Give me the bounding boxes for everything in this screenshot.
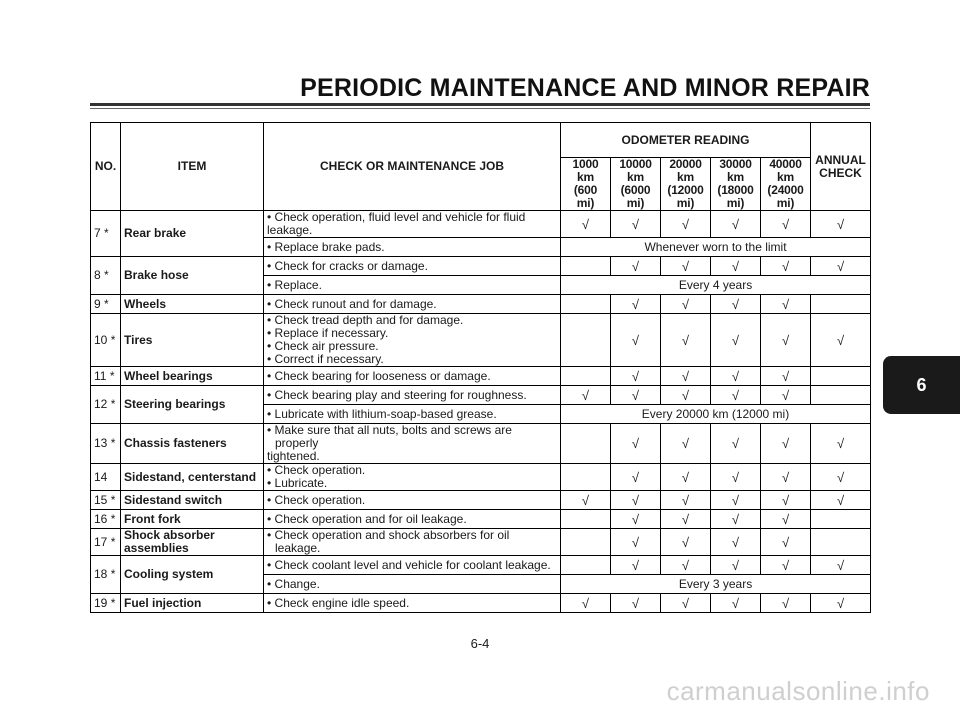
job-line: • Check bearing for looseness or damage.: [267, 368, 491, 383]
check-mark: √: [611, 491, 661, 510]
job-line: • Lubricate.: [267, 476, 328, 490]
check-mark: √: [661, 367, 711, 386]
check-mark: √: [611, 594, 661, 613]
row-number-value: 17: [94, 534, 108, 549]
row-number-value: 16: [94, 511, 108, 526]
row-item: Chassis fasteners: [121, 424, 264, 464]
job-line: leakage.: [267, 223, 313, 237]
check-mark: √: [761, 386, 811, 405]
check-mark: √: [611, 386, 661, 405]
empty-cell: [811, 510, 871, 529]
check-mark: √: [711, 367, 761, 386]
header-job: CHECK OR MAINTENANCE JOB: [264, 123, 561, 211]
header-interval: [711, 158, 761, 211]
row-number-value: 9: [94, 296, 101, 311]
job-line: • Check engine idle speed.: [267, 595, 410, 610]
row-job: [264, 276, 561, 295]
empty-cell: [811, 367, 871, 386]
table-row: [91, 424, 871, 464]
table-row: [91, 510, 871, 529]
job-line: tightened.: [267, 449, 320, 463]
row-item: Wheel bearings: [121, 367, 264, 386]
row-number-value: 15: [94, 492, 108, 507]
check-mark: √: [811, 211, 871, 238]
row-star: *: [110, 534, 116, 549]
page-title: PERIODIC MAINTENANCE AND MINOR REPAIR: [300, 74, 870, 102]
row-number-value: 8: [94, 268, 101, 282]
table-row: [91, 295, 871, 314]
interval-mi: (24000 mi): [767, 183, 804, 210]
header-interval: [561, 158, 611, 211]
job-line: • Check operation.: [267, 492, 366, 507]
row-number-value: 18: [94, 567, 108, 581]
row-number: [91, 211, 121, 257]
job-line: • Replace.: [267, 277, 322, 292]
check-mark: √: [661, 594, 711, 613]
check-mark: √: [761, 529, 811, 556]
row-number: [91, 257, 121, 295]
chapter-tab[interactable]: [883, 356, 960, 414]
table-row: [91, 314, 871, 367]
check-mark: √: [611, 464, 661, 491]
row-item: Shock absorber assemblies: [121, 529, 264, 556]
interval-km: 30000 km: [719, 157, 752, 184]
check-mark: √: [811, 491, 871, 510]
check-mark: √: [711, 211, 761, 238]
interval-note: Every 20000 km (12000 mi): [561, 405, 871, 424]
row-number: [91, 510, 121, 529]
check-mark: √: [761, 295, 811, 314]
row-number: [91, 556, 121, 594]
row-star: *: [110, 436, 116, 450]
empty-cell: [811, 386, 871, 405]
check-mark: √: [811, 314, 871, 367]
header-interval: [761, 158, 811, 211]
row-number: [91, 594, 121, 613]
row-job: [264, 211, 561, 238]
header-interval: [611, 158, 661, 211]
check-mark: √: [711, 464, 761, 491]
row-job: [264, 314, 561, 367]
interval-note: Every 3 years: [561, 575, 871, 594]
check-mark: √: [711, 386, 761, 405]
row-job: [264, 386, 561, 405]
check-mark: √: [761, 257, 811, 276]
header-item: ITEM: [121, 123, 264, 211]
interval-mi: (12000 mi): [667, 183, 704, 210]
table-row: [91, 211, 871, 238]
row-number-value: 10: [94, 332, 108, 347]
row-number-value: 7: [94, 226, 101, 240]
row-star: *: [104, 226, 109, 240]
check-mark: √: [611, 314, 661, 367]
page-number: 6-4: [470, 636, 490, 651]
row-number: [91, 424, 121, 464]
row-star: *: [104, 296, 109, 311]
row-item: Front fork: [121, 510, 264, 529]
empty-cell: [561, 529, 611, 556]
empty-cell: [811, 529, 871, 556]
table-row: [91, 556, 871, 575]
check-mark: √: [711, 295, 761, 314]
interval-note: Every 4 years: [561, 276, 871, 295]
row-job: [264, 464, 561, 491]
row-star: *: [104, 268, 109, 282]
check-mark: √: [761, 464, 811, 491]
empty-cell: [561, 367, 611, 386]
check-mark: √: [611, 424, 661, 464]
interval-mi: (6000 mi): [620, 183, 651, 210]
row-star: *: [110, 332, 116, 347]
table-row: [91, 367, 871, 386]
empty-cell: [561, 424, 611, 464]
row-number: [91, 314, 121, 367]
job-line: • Replace if necessary.: [267, 326, 389, 340]
row-number-value: 14: [94, 469, 108, 484]
table-row: [91, 529, 871, 556]
job-line: • Check operation, fluid level and vehicle for fluid: [267, 210, 526, 224]
row-job: [264, 556, 561, 575]
row-number: [91, 367, 121, 386]
header-interval: [661, 158, 711, 211]
interval-km: 1000 km: [572, 157, 599, 184]
check-mark: √: [711, 556, 761, 575]
job-line: • Check tread depth and for damage.: [267, 313, 464, 327]
check-mark: √: [661, 529, 711, 556]
maintenance-table: [90, 122, 871, 613]
job-line: • Replace brake pads.: [267, 239, 385, 254]
check-mark: √: [711, 314, 761, 367]
row-item: Brake hose: [121, 257, 264, 295]
check-mark: √: [611, 295, 661, 314]
empty-cell: [561, 510, 611, 529]
interval-mi: (600 mi): [573, 183, 598, 210]
row-star: *: [110, 567, 116, 581]
check-mark: √: [761, 424, 811, 464]
interval-mi: (18000 mi): [717, 183, 754, 210]
check-mark: √: [611, 257, 661, 276]
row-job: [264, 238, 561, 257]
check-mark: √: [811, 424, 871, 464]
row-item: Fuel injection: [121, 594, 264, 613]
row-number: [91, 386, 121, 424]
check-mark: √: [661, 464, 711, 491]
row-number: [91, 529, 121, 556]
check-mark: √: [611, 510, 661, 529]
job-line: • Check for cracks or damage.: [267, 258, 428, 273]
check-mark: √: [811, 556, 871, 575]
empty-cell: [561, 295, 611, 314]
job-line: • Check coolant level and vehicle for coolant leakage.: [267, 557, 551, 572]
row-star: *: [109, 368, 115, 383]
chapter-tab-label: 6: [916, 374, 927, 395]
empty-cell: [561, 314, 611, 367]
check-mark: √: [661, 257, 711, 276]
row-number-value: 13: [94, 436, 108, 450]
row-number: [91, 491, 121, 510]
check-mark: √: [761, 211, 811, 238]
empty-cell: [811, 295, 871, 314]
check-mark: √: [811, 464, 871, 491]
check-mark: √: [561, 594, 611, 613]
check-mark: √: [661, 295, 711, 314]
row-item: Tires: [121, 314, 264, 367]
check-mark: √: [611, 367, 661, 386]
interval-km: 10000 km: [619, 157, 652, 184]
check-mark: √: [811, 594, 871, 613]
row-job: [264, 405, 561, 424]
job-line: • Check runout and for damage.: [267, 296, 437, 311]
empty-cell: [561, 464, 611, 491]
row-job: [264, 529, 561, 556]
row-item: Wheels: [121, 295, 264, 314]
job-line: • Check operation.: [267, 463, 366, 477]
check-mark: √: [711, 424, 761, 464]
job-line: • Change.: [267, 576, 320, 591]
check-mark: √: [761, 556, 811, 575]
check-mark: √: [661, 424, 711, 464]
check-mark: √: [661, 314, 711, 367]
header-annual: ANNUAL CHECK: [811, 123, 871, 211]
row-number-value: 19: [94, 595, 108, 610]
check-mark: √: [561, 491, 611, 510]
row-job: [264, 367, 561, 386]
row-item: Steering bearings: [121, 386, 264, 424]
table-row: [91, 386, 871, 405]
check-mark: √: [761, 367, 811, 386]
check-mark: √: [661, 556, 711, 575]
table-row: [91, 464, 871, 491]
row-job: [264, 424, 561, 464]
header-no: NO.: [91, 123, 121, 211]
row-item: Sidestand switch: [121, 491, 264, 510]
row-number: [91, 295, 121, 314]
check-mark: √: [611, 529, 661, 556]
check-mark: √: [561, 386, 611, 405]
check-mark: √: [711, 491, 761, 510]
table-row: [91, 594, 871, 613]
header-odometer: ODOMETER READING: [561, 123, 811, 158]
job-line: • Check operation and for oil leakage.: [267, 511, 467, 526]
check-mark: √: [561, 211, 611, 238]
row-star: *: [110, 492, 116, 507]
job-line: • Check air pressure.: [267, 339, 379, 353]
check-mark: √: [761, 314, 811, 367]
check-mark: √: [661, 491, 711, 510]
check-mark: √: [711, 529, 761, 556]
row-job: [264, 510, 561, 529]
check-mark: √: [661, 510, 711, 529]
job-line: • Check operation and shock absorbers for oil leakage.: [267, 528, 510, 555]
check-mark: √: [661, 386, 711, 405]
row-number-value: 12: [94, 397, 108, 411]
row-number-value: 11: [94, 368, 107, 383]
row-item: Rear brake: [121, 211, 264, 257]
header-row: [91, 123, 871, 158]
watermark: carmanualsonline.info: [666, 676, 930, 706]
check-mark: √: [761, 510, 811, 529]
check-mark: √: [711, 510, 761, 529]
row-item: Cooling system: [121, 556, 264, 594]
check-mark: √: [811, 257, 871, 276]
check-mark: √: [611, 211, 661, 238]
row-job: [264, 491, 561, 510]
row-star: *: [110, 511, 116, 526]
title-rule-thick: [90, 103, 870, 106]
job-line: • Check bearing play and steering for roughness.: [267, 387, 527, 402]
title-rule-thin: [90, 108, 870, 109]
check-mark: √: [761, 594, 811, 613]
check-mark: √: [711, 594, 761, 613]
empty-cell: [561, 257, 611, 276]
row-job: [264, 257, 561, 276]
row-job: [264, 295, 561, 314]
row-job: [264, 594, 561, 613]
interval-km: 40000 km: [769, 157, 802, 184]
check-mark: √: [661, 211, 711, 238]
table-row: [91, 257, 871, 276]
check-mark: √: [761, 491, 811, 510]
interval-note: Whenever worn to the limit: [561, 238, 871, 257]
interval-km: 20000 km: [669, 157, 702, 184]
row-number: [91, 464, 121, 491]
check-mark: √: [711, 257, 761, 276]
row-star: *: [110, 397, 116, 411]
job-line: • Make sure that all nuts, bolts and screws are properly: [267, 423, 512, 450]
table-row: [91, 491, 871, 510]
job-line: • Correct if necessary.: [267, 352, 384, 366]
job-line: • Lubricate with lithium-soap-based grease.: [267, 406, 497, 421]
empty-cell: [561, 556, 611, 575]
row-item: Sidestand, centerstand: [121, 464, 264, 491]
row-star: *: [110, 595, 116, 610]
row-job: [264, 575, 561, 594]
check-mark: √: [611, 556, 661, 575]
